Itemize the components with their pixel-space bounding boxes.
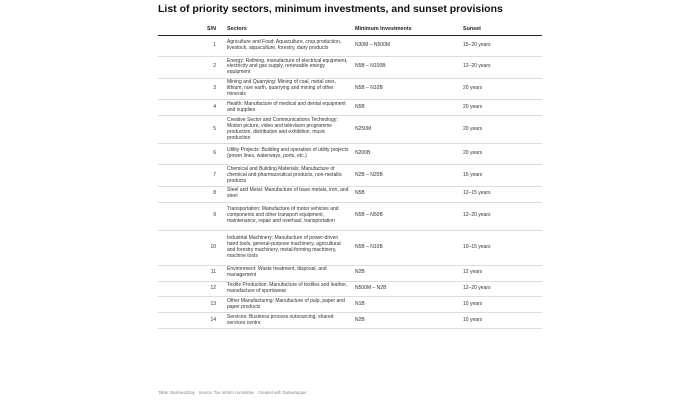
cell-sn: 7 — [158, 165, 227, 187]
cell-sector: Creative Sector and Communications Technology: Motion picture, video and television programme production, distribution and exhibition, music production — [227, 116, 355, 144]
priority-sectors-table — [158, 23, 542, 329]
cell-sector: Mining and Quarrying: Mining of coal, metal ores, lithium, rare earth, quarrying and mining of other minerals — [227, 78, 355, 100]
cell-sunset: 10–15 years — [463, 230, 542, 265]
cell-sunset: 12–20 years — [463, 57, 542, 79]
table-row — [158, 116, 542, 144]
table-header-row — [158, 23, 542, 36]
cell-sn: 13 — [158, 297, 227, 313]
cell-minimum-investment: N250M — [355, 116, 463, 144]
cell-sunset: 12–20 years — [463, 281, 542, 297]
table-row — [158, 297, 542, 313]
cell-sunset: 12 years — [463, 265, 542, 281]
cell-sector: Transportation: Manufacture of motor vehicles and components and other transport equipment, maintenance, repair and overhaul, transportation — [227, 202, 355, 230]
table-row — [158, 230, 542, 265]
cell-minimum-investment: N30M – N500M — [355, 36, 463, 57]
cell-sn: 9 — [158, 202, 227, 230]
column-header-sunset[interactable]: Sunset — [463, 23, 542, 36]
cell-sector: Energy: Refining, manufacture of electrical equipment, electricity and gas supply, renewable energy equipment — [227, 57, 355, 79]
table-row — [158, 186, 542, 202]
table-row — [158, 100, 542, 116]
table-row — [158, 313, 542, 329]
priority-sectors-table-container — [158, 23, 542, 329]
cell-sector: Steel and Metal: Manufacture of base metals, iron, and steel — [227, 186, 355, 202]
cell-minimum-investment: N1B — [355, 297, 463, 313]
cell-sector: Industrial Machinery: Manufacture of power-driven hand tools, general-purpose machinery, agricultural and forestry machinery, metal-forming machinery, machine tools — [227, 230, 355, 265]
cell-sunset: 15–20 years — [463, 36, 542, 57]
cell-sector: Agriculture and Food: Aquaculture, crop production, livestock, aquaculture, forestry, dairy products — [227, 36, 355, 57]
table-row — [158, 144, 542, 165]
cell-sector: Other Manufacturing: Manufacture of pulp, paper and paper products — [227, 297, 355, 313]
cell-sn: 11 — [158, 265, 227, 281]
cell-minimum-investment: N2B — [355, 265, 463, 281]
cell-sunset: 20 years — [463, 144, 542, 165]
cell-sn: 4 — [158, 100, 227, 116]
column-header-minimum-investments[interactable]: Minimum Investments — [355, 23, 463, 36]
cell-minimum-investment: N5B — [355, 100, 463, 116]
cell-minimum-investment: N5B — [355, 186, 463, 202]
cell-minimum-investment: N200B — [355, 144, 463, 165]
cell-sn: 3 — [158, 78, 227, 100]
cell-sunset: 20 years — [463, 116, 542, 144]
cell-sunset: 10 years — [463, 313, 542, 329]
table-row — [158, 165, 542, 187]
table-row — [158, 57, 542, 79]
cell-sunset: 10 years — [463, 297, 542, 313]
cell-sn: 14 — [158, 313, 227, 329]
cell-sector: Environment: Waste treatment, disposal, and management — [227, 265, 355, 281]
column-header-sectors[interactable]: Sectors — [227, 23, 355, 36]
cell-sunset: 15 years — [463, 165, 542, 187]
cell-minimum-investment: N500M – N2B — [355, 281, 463, 297]
cell-minimum-investment: N2B — [355, 313, 463, 329]
cell-sunset: 12–20 years — [463, 202, 542, 230]
cell-sunset: 20 years — [463, 78, 542, 100]
cell-sn: 5 — [158, 116, 227, 144]
cell-sn: 12 — [158, 281, 227, 297]
cell-sn: 8 — [158, 186, 227, 202]
cell-sector: Chemical and Building Materials: Manufacture of chemical and pharmaceutical products, non-metallic products — [227, 165, 355, 187]
cell-sector: Textile Production: Manufacture of textiles and leather, manufacture of sportswear — [227, 281, 355, 297]
table-footer-credit: Table: BusinessDay · Source: Tax reform committee · Created with Datawrapper — [158, 390, 307, 395]
cell-sunset: 12–15 years — [463, 186, 542, 202]
table-body — [158, 36, 542, 329]
table-row — [158, 281, 542, 297]
cell-minimum-investment: N5B – N100B — [355, 57, 463, 79]
cell-sn: 10 — [158, 230, 227, 265]
cell-sector: Utility Projects: Building and operation of utility projects (power lines, waterways, ports, etc.) — [227, 144, 355, 165]
cell-minimum-investment: N5B – N10B — [355, 78, 463, 100]
cell-minimum-investment: N2B – N20B — [355, 165, 463, 187]
table-row — [158, 36, 542, 57]
cell-sn: 2 — [158, 57, 227, 79]
table-row — [158, 78, 542, 100]
cell-sn: 1 — [158, 36, 227, 57]
cell-sn: 6 — [158, 144, 227, 165]
cell-sector: Services: Business process outsourcing, shared services centre — [227, 313, 355, 329]
cell-minimum-investment: N5B – N50B — [355, 202, 463, 230]
column-header-sn[interactable]: S/N — [158, 23, 227, 36]
cell-minimum-investment: N5B – N10B — [355, 230, 463, 265]
table-title: List of priority sectors, minimum investments, and sunset provisions — [158, 3, 503, 15]
table-row — [158, 202, 542, 230]
table-row — [158, 265, 542, 281]
cell-sector: Health: Manufacture of medical and dental equipment and supplies — [227, 100, 355, 116]
cell-sunset: 20 years — [463, 100, 542, 116]
